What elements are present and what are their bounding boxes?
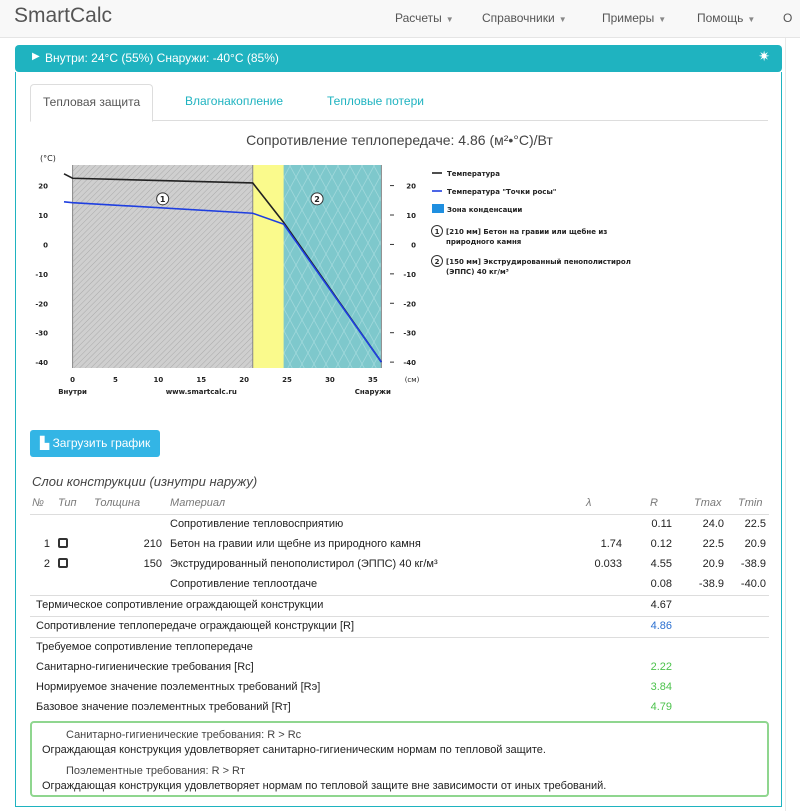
y-tick-label: -10 (35, 270, 48, 279)
row-thickness: 150 (143, 558, 162, 570)
row-lambda: 0.033 (594, 558, 622, 570)
conditions-text: Внутри: 24°C (55%) Снаружи: -40°C (85%) (45, 51, 279, 65)
conditions-bar[interactable] (15, 45, 782, 72)
required-row (30, 658, 769, 678)
sanitary-text: Ограждающая конструкция удовлетворяет санитарно-гигиеническим нормам по тепловой защите. (42, 744, 546, 756)
tab-moisture[interactable]: Влагонакопление (185, 94, 284, 108)
y-tick-label: 20 (38, 182, 48, 191)
required-row (30, 698, 769, 718)
legend-label: Температура (447, 170, 500, 178)
settings-icon[interactable]: ✷ (758, 48, 770, 64)
checkbox-icon[interactable] (58, 538, 68, 548)
layer-checkbox[interactable] (58, 538, 68, 550)
legend-box (432, 204, 444, 213)
y-tick-label-right: 20 (406, 182, 416, 191)
x-label-inside: Внутри (58, 388, 87, 396)
legend-label: [210 мм] Бетон на гравии или щебне из (446, 228, 608, 236)
required-title-label: Требуемое сопротивление теплопередаче (36, 641, 253, 653)
row-material: Сопротивление тепловосприятию (170, 518, 344, 530)
nav-item-examples[interactable] (602, 11, 666, 25)
x-label-outside: Снаружи (354, 388, 391, 396)
layer-number: 2 (314, 194, 320, 204)
y-tick-label: 0 (43, 241, 48, 250)
checkbox-icon[interactable] (58, 558, 68, 568)
load-chart-button[interactable] (30, 430, 160, 457)
expand-triangle-icon[interactable]: ▶ (32, 51, 40, 62)
col-num: № (32, 497, 44, 509)
table-row (30, 575, 769, 595)
caret-down-icon: ▼ (747, 15, 756, 24)
nav-item-label: Примеры (602, 11, 655, 25)
required-value: 3.84 (650, 681, 672, 693)
nav-item-help[interactable] (697, 11, 755, 25)
y-tick-label: -20 (35, 300, 48, 309)
table-header (30, 494, 769, 514)
row-material: Экструдированный пенополистирол (ЭППС) 40 кг/м³ (170, 558, 438, 570)
required-value: 2.22 (650, 661, 672, 673)
layers-title: Слои конструкции (изнутри наружу) (32, 474, 258, 489)
legend-number: 2 (434, 258, 440, 266)
tab-bar (30, 84, 768, 121)
sanitary-title: Санитарно-гигиенические требования: R > Rc (66, 729, 302, 741)
caret-down-icon: ▼ (558, 15, 567, 24)
element-text: Ограждающая конструкция удовлетворяет нормам по тепловой защите вне зависимости от иных требований. (42, 780, 607, 792)
element-title: Поэлементные требования: R > Rт (66, 765, 246, 777)
col-type: Тип (58, 497, 77, 509)
y-tick-label: -40 (35, 359, 48, 368)
condensation-zone (253, 165, 284, 368)
brand-logo[interactable]: SmartCalc (14, 4, 113, 27)
x-tick-label: 30 (325, 376, 335, 384)
layer-number: 1 (159, 194, 166, 204)
legend-label: Зона конденсации (447, 206, 523, 214)
y-tick-label-right: -30 (403, 329, 416, 338)
summary-value: 4.86 (650, 620, 672, 632)
col-thickness: Толщина (94, 497, 141, 509)
y-tick-label: -30 (35, 329, 48, 338)
row-tmax: -38.9 (698, 578, 724, 590)
x-tick-label: 15 (196, 376, 207, 384)
caret-down-icon: ▼ (658, 15, 667, 24)
legend-number: 1 (434, 228, 440, 236)
row-r: 0.11 (651, 518, 672, 530)
y-tick-label-right: 0 (411, 241, 416, 250)
right-edge-region (785, 38, 800, 811)
outside-air (381, 165, 390, 368)
results-panel (15, 72, 782, 807)
required-row (30, 678, 769, 698)
y-tick-label-right: -20 (403, 300, 416, 309)
x-tick-label: 35 (367, 376, 378, 384)
col-tmax: Tmax (694, 497, 722, 509)
nav-item-about[interactable] (783, 11, 792, 25)
nav-item-label: Расчеты (395, 11, 442, 25)
row-tmin: -40.0 (740, 578, 766, 590)
summary-row-total (30, 617, 769, 637)
row-material: Сопротивление теплоотдаче (170, 578, 318, 590)
summary-label: Термическое сопротивление ограждающей конструкции (36, 599, 324, 611)
table-row (30, 535, 769, 555)
x-tick-label: 5 (113, 376, 118, 384)
required-label: Санитарно-гигиенические требования [Rc] (36, 661, 254, 673)
row-num: 1 (43, 538, 50, 550)
summary-label: Сопротивление теплопередаче ограждающей конструкции [R] (36, 620, 355, 632)
nav-item-label: Справочники (482, 11, 555, 25)
row-tmin: 22.5 (744, 518, 766, 530)
row-tmin: -38.9 (740, 558, 766, 570)
row-tmax: 22.5 (702, 538, 724, 550)
summary-value: 4.67 (650, 599, 672, 611)
col-lambda: λ (586, 497, 592, 509)
col-r: R (650, 497, 658, 509)
x-tick-label: 20 (239, 376, 250, 384)
row-tmax: 20.9 (702, 558, 724, 570)
x-axis-label: (см) (404, 376, 420, 384)
layer-checkbox[interactable] (58, 558, 68, 570)
row-r: 0.08 (650, 578, 672, 590)
row-material: Бетон на гравии или щебне из природного камня (170, 538, 421, 550)
legend-label: (ЭППС) 40 кг/м³ (446, 268, 509, 276)
load-chart-label: Загрузить график (52, 436, 151, 450)
y-tick-label-right: -40 (403, 359, 416, 368)
legend-label: Температура "Точки росы" (447, 188, 557, 196)
tab-heat-loss[interactable]: Тепловые потери (327, 94, 424, 108)
summary-row-thermal (30, 596, 769, 616)
x-label-site: www.smartcalc.ru (165, 388, 237, 396)
navbar (0, 0, 800, 38)
required-label: Базовое значение поэлементных требований [Rт] (36, 701, 291, 713)
row-lambda: 1.74 (600, 538, 622, 550)
chart-icon: ▙ (40, 436, 53, 450)
nav-item-references[interactable] (482, 11, 567, 25)
y-tick-label-right: -10 (403, 270, 416, 279)
row-num: 2 (43, 558, 50, 570)
y-axis-label: (°С) (40, 154, 56, 163)
x-tick-label: 25 (282, 376, 292, 384)
caret-down-icon: ▼ (445, 15, 454, 24)
required-value: 4.79 (650, 701, 672, 713)
nav-item-label: О (783, 11, 793, 25)
y-tick-label-right: 10 (406, 212, 416, 221)
y-tick-label: 10 (38, 212, 48, 221)
x-tick-label: 0 (70, 376, 76, 384)
inside-air (64, 165, 73, 368)
row-tmin: 20.9 (744, 538, 766, 550)
table-row (30, 555, 769, 575)
row-tmax: 24.0 (702, 518, 724, 530)
required-label: Нормируемое значение поэлементных требований [Rэ] (36, 681, 321, 693)
col-tmin: Tmin (738, 497, 763, 509)
temperature-chart (26, 144, 766, 424)
legend-label: [150 мм] Экструдированный пенополистирол (446, 258, 631, 266)
chart-title: Сопротивление теплопередаче: 4.86 (м²•°С)/Вт (246, 132, 553, 148)
row-r: 4.55 (650, 558, 672, 570)
col-material: Материал (170, 497, 226, 509)
x-tick-label: 10 (153, 376, 164, 384)
table-row (30, 515, 769, 535)
nav-item-label: Помощь (697, 11, 744, 25)
row-r: 0.12 (650, 538, 672, 550)
row-thickness: 210 (143, 538, 162, 550)
requirements-result-box (30, 721, 769, 797)
required-title (30, 638, 769, 658)
nav-item-calculations[interactable] (395, 11, 454, 25)
tab-thermal-protection[interactable]: Тепловая защита (30, 84, 153, 122)
legend-label: природного камня (446, 238, 522, 246)
